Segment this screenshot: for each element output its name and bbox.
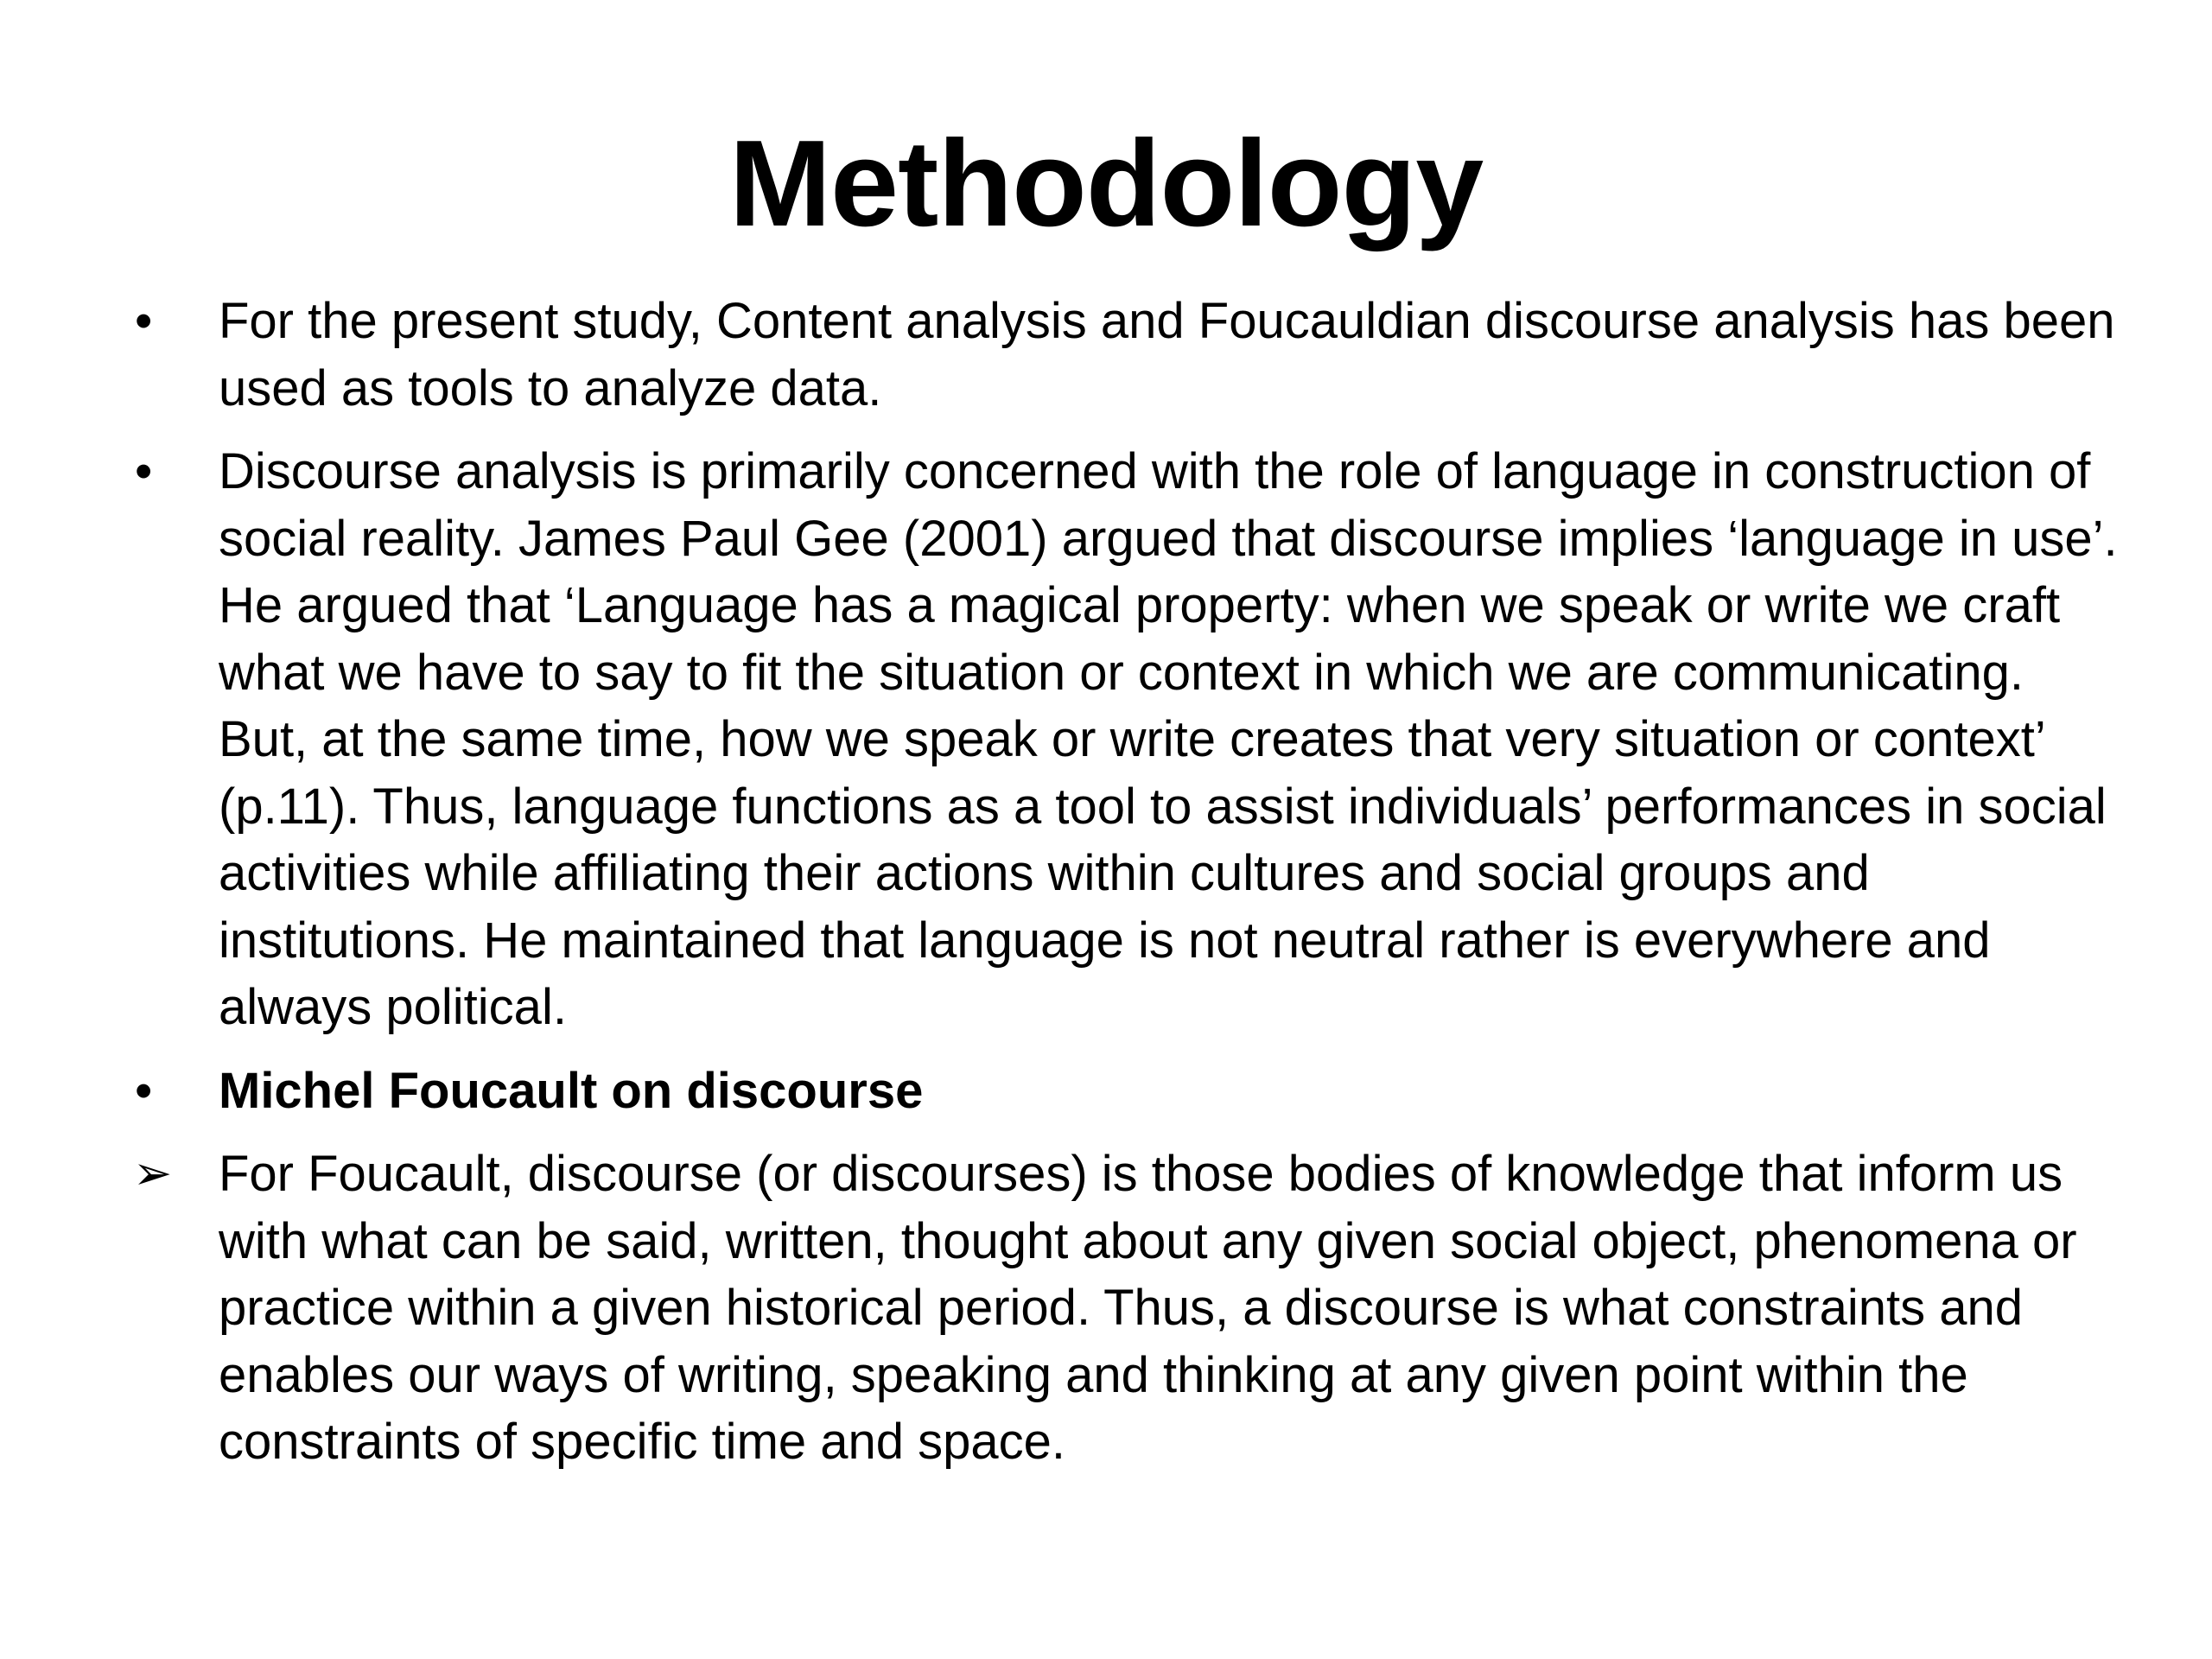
list-item-text: Discourse analysis is primarily concerned with the role of language in construction of social reality. James Paul Gee (2001) argued that discourse implies ‘language in use’. He argued that ‘Language has a magical property: when we speak or write we craft what we have to say to fit the situation or context in which we are communicating. But, at the same time, how we speak or write creates that very situation or context’ (p.11). Thus, language functions as a tool to assist individuals’ performances in social activities while affiliating their actions within cultures and social groups and institutions. He maintained that language is not neutral rather is everywhere and always political.: [219, 443, 2118, 1035]
slide-title: Methodology: [728, 115, 1484, 252]
bullet-icon: •: [135, 1062, 153, 1119]
bullet-icon: •: [135, 293, 153, 349]
list-item: [130, 1058, 2126, 1125]
list-item: [130, 438, 2126, 1041]
list-item-heading: Michel Foucault on discourse: [219, 1062, 924, 1119]
arrow-bullet-icon: ➢: [133, 1147, 173, 1199]
list-item: [130, 1141, 2126, 1476]
list-item-text: For Foucault, discourse (or discourses) is those bodies of knowledge that inform us with what can be said, written, thought about any given social object, phenomena or practice within a given historical period. Thus, a discourse is what constraints and enables our ways of writing, speaking and thinking at any given point within the constraints of specific time and space.: [219, 1146, 2077, 1470]
bullet-list: [130, 288, 2126, 1476]
bullet-icon: •: [135, 443, 153, 499]
list-item: [130, 288, 2126, 422]
list-item-text: For the present study, Content analysis and Foucauldian discourse analysis has been used as tools to analyze data.: [219, 293, 2115, 416]
